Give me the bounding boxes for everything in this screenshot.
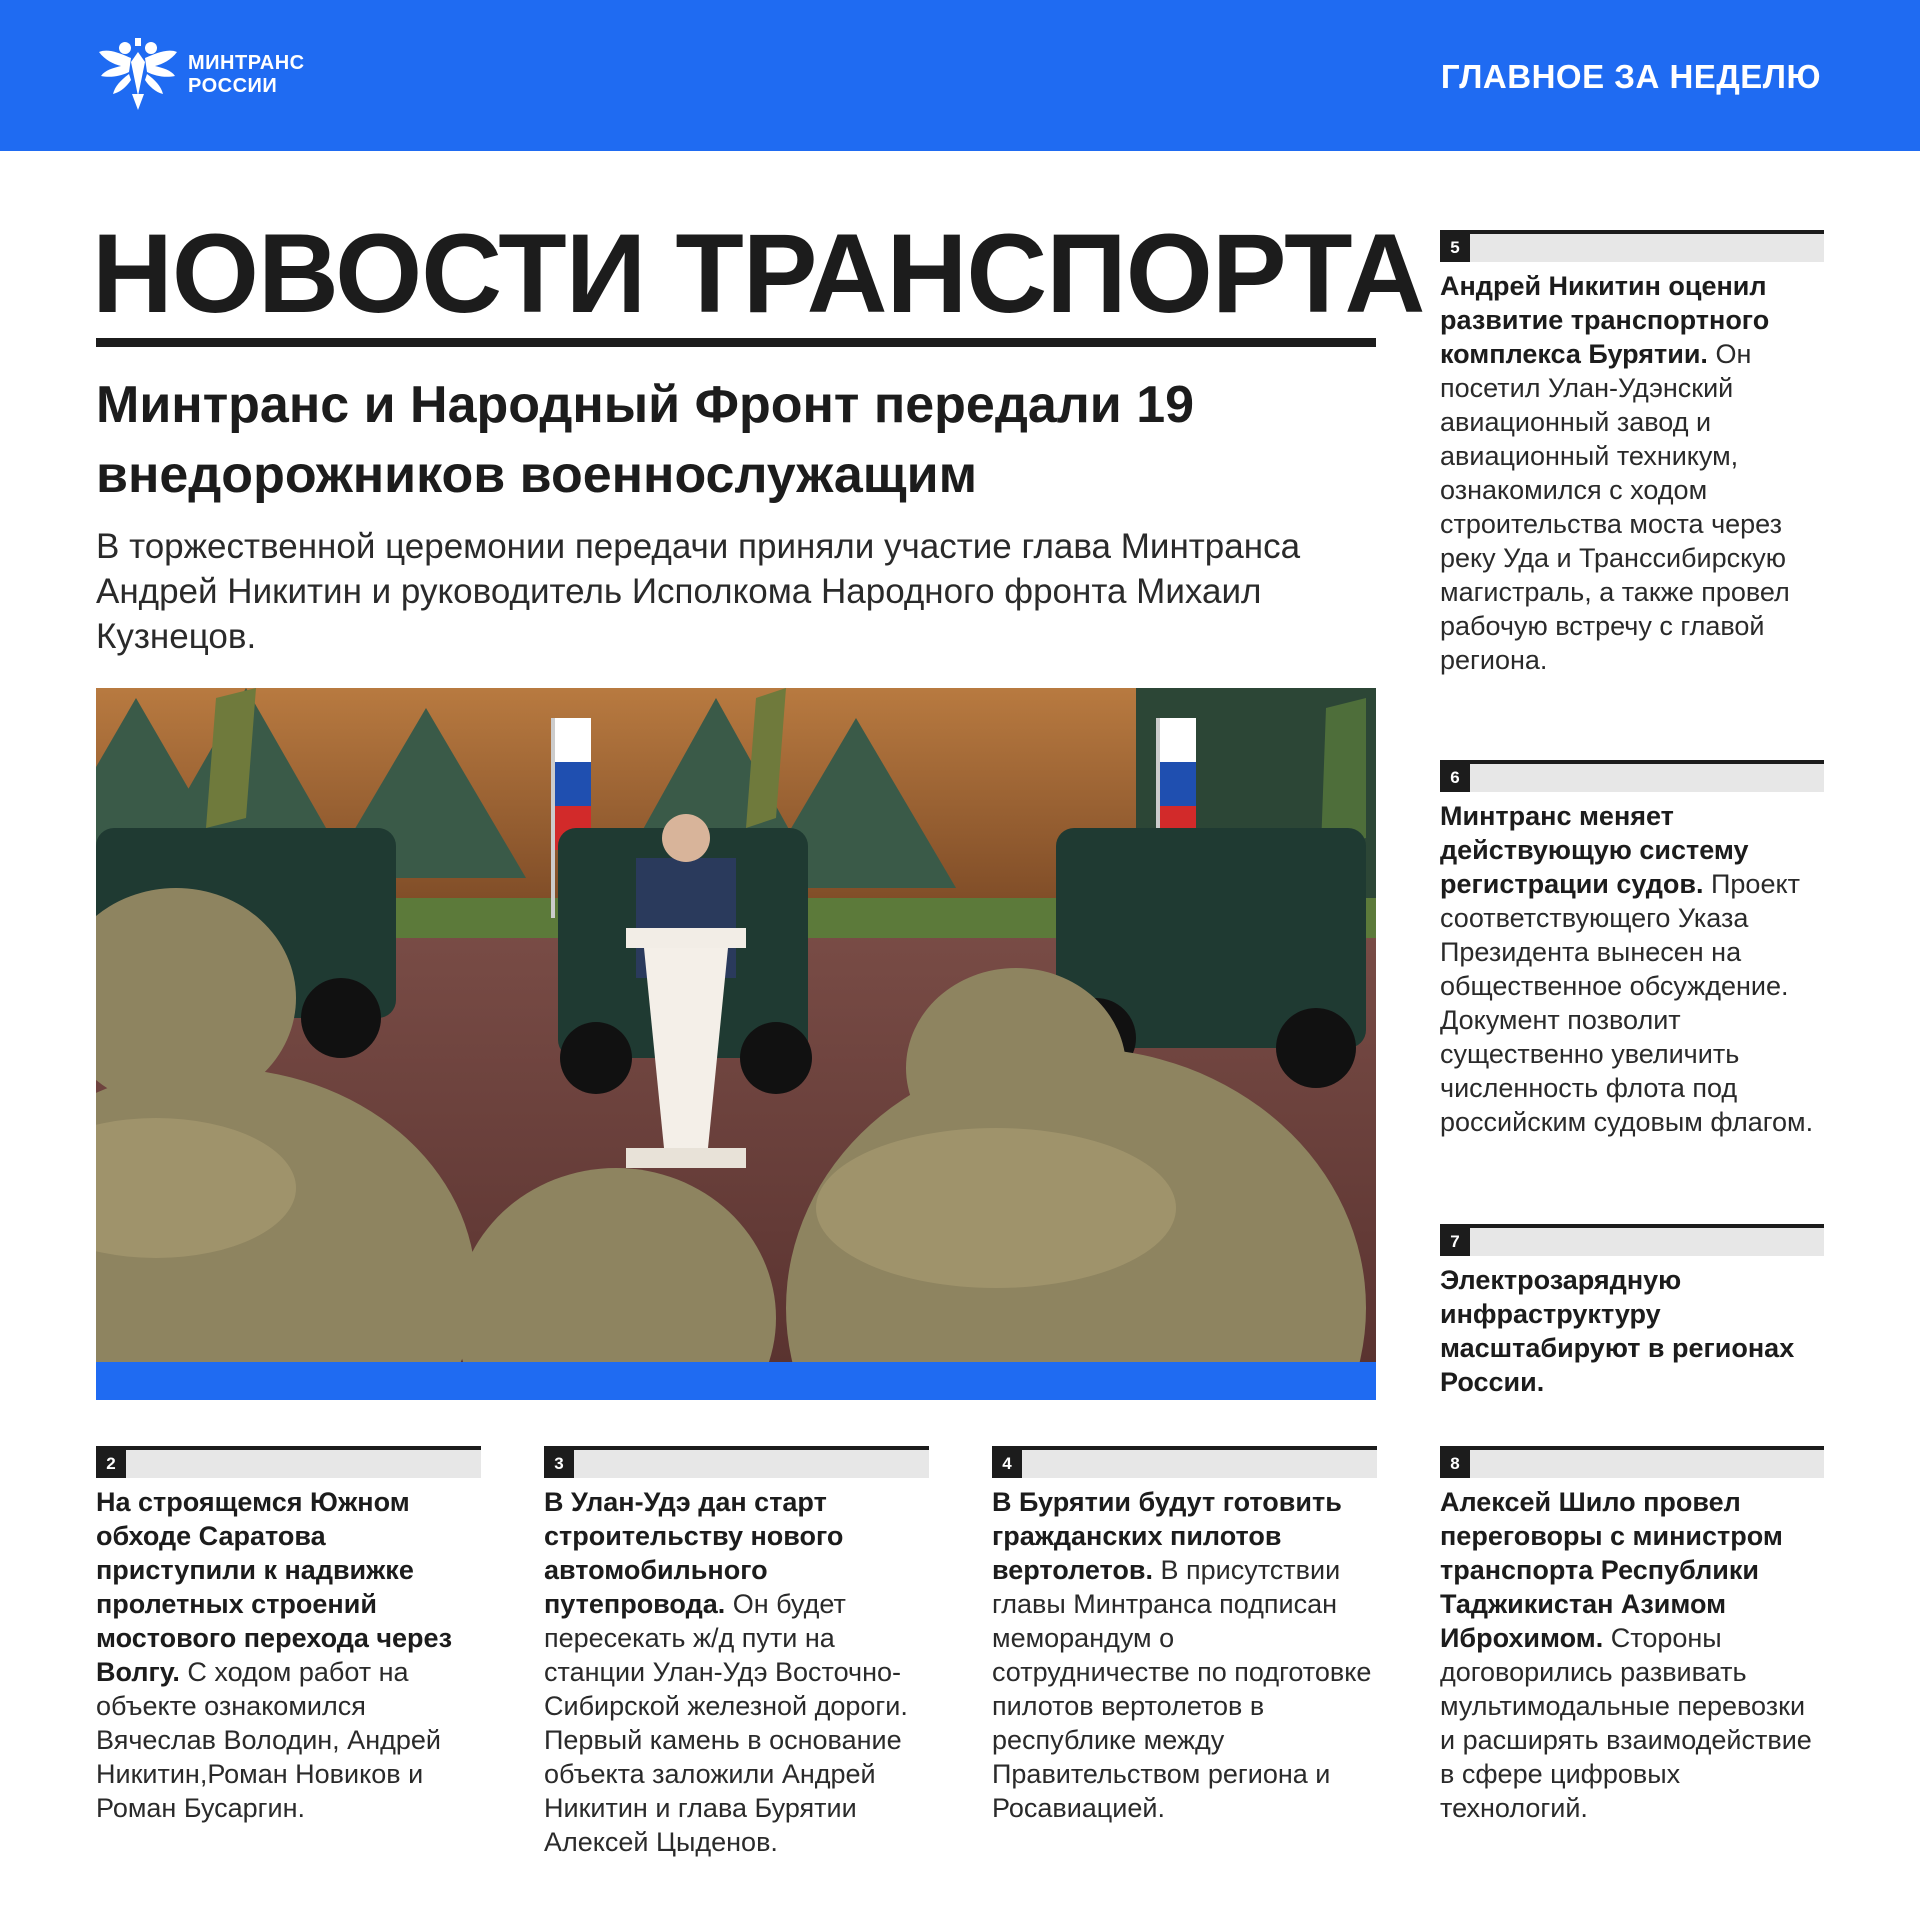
eagle-emblem-icon <box>95 34 181 114</box>
news-number: 2 <box>96 1450 126 1478</box>
ceremony-photo <box>96 688 1376 1364</box>
logo-text: МИНТРАНС РОССИИ <box>188 52 305 97</box>
section-title: ГЛАВНОЕ ЗА НЕДЕЛЮ <box>1440 58 1821 95</box>
news-item-7 <box>1440 1224 1824 1399</box>
news-text: Проект соответствующего Указа Президента вынесен на общественное обсуждение. Документ позволит существенно увеличить численность флота под российским судовым флагом. <box>1440 869 1814 1137</box>
news-item-tab <box>544 1446 929 1478</box>
news-number: 7 <box>1440 1228 1470 1256</box>
photo-accent-bar <box>96 1362 1376 1400</box>
page-title: НОВОСТИ ТРАНСПОРТА <box>92 211 1425 336</box>
title-divider <box>96 338 1376 347</box>
news-title: Электрозарядную инфраструктуру масштабируют в регионах России. <box>1440 1265 1795 1397</box>
news-number: 4 <box>992 1450 1022 1478</box>
news-item-tab <box>1440 230 1824 262</box>
news-text: В присутствии главы Минтранса подписан меморандум о сотрудничестве по подготовке пилотов вертолетов в республике между Правительством региона и Росавиацией. <box>992 1555 1372 1823</box>
news-item-tab <box>1440 760 1824 792</box>
news-item-5 <box>1440 230 1824 677</box>
news-item-6 <box>1440 760 1824 1139</box>
news-number: 3 <box>544 1450 574 1478</box>
news-body <box>1440 1485 1824 1825</box>
news-item-3 <box>544 1446 929 1859</box>
news-item-8 <box>1440 1446 1824 1825</box>
news-item-tab <box>1440 1224 1824 1256</box>
news-title: В Бурятии будут готовить гражданских пилотов вертолетов. <box>992 1487 1342 1585</box>
lead-news-text: В торжественной церемонии передачи приняли участие глава Минтранса Андрей Никитин и руководитель Исполкома Народного фронта Михаил Кузнецов. <box>96 527 1301 656</box>
news-body <box>992 1485 1377 1825</box>
news-item-4 <box>992 1446 1377 1825</box>
news-body <box>1440 1263 1824 1399</box>
news-text: Стороны договорились развивать мультимодальные перевозки и расширять взаимодействие в сфере цифровых технологий. <box>1440 1623 1812 1823</box>
news-body <box>1440 269 1824 677</box>
news-title: В Улан-Удэ дан старт строительству нового автомобильного путепровода. <box>544 1487 844 1619</box>
news-title: Андрей Никитин оценил развитие транспортного комплекса Бурятии. <box>1440 271 1770 369</box>
news-body <box>1440 799 1824 1139</box>
news-item-tab <box>1440 1446 1824 1478</box>
top-bar <box>0 0 1920 151</box>
news-item-tab <box>96 1446 481 1478</box>
news-text: С ходом работ на объекте ознакомился Вячеслав Володин, Андрей Никитин,Роман Новиков и Роман Бусаргин. <box>96 1657 441 1823</box>
news-item-tab <box>992 1446 1377 1478</box>
news-text: Он будет пересекать ж/д пути на станции Улан-Удэ Восточно-Сибирской железной дороги. Первый камень в основание объекта заложили Андрей Никитин и глава Бурятии Алексей Цыденов. <box>544 1589 908 1857</box>
news-body <box>544 1485 929 1859</box>
lead-news-title: Минтранс и Народный Фронт передали 19 внедорожников военнослужащим <box>96 376 1195 504</box>
news-number: 6 <box>1440 764 1470 792</box>
news-text: Он посетил Улан-Удэнский авиационный завод и авиационный техникум, ознакомился с ходом строительства моста через реку Уда и Транссибирскую магистраль, а также провел рабочую встречу с главой региона. <box>1440 339 1790 675</box>
news-title: На строящемся Южном обходе Саратова приступили к надвижке пролетных строений мостового перехода через Волгу. <box>96 1487 452 1687</box>
news-body <box>96 1485 481 1825</box>
news-title: Алексей Шило провел переговоры с министром транспорта Республики Таджикистан Азимом Иброхимом. <box>1440 1487 1783 1653</box>
news-item-2 <box>96 1446 481 1825</box>
news-title: Минтранс меняет действующую систему регистрации судов. <box>1440 801 1749 899</box>
news-number: 8 <box>1440 1450 1470 1478</box>
news-number: 5 <box>1440 234 1470 262</box>
